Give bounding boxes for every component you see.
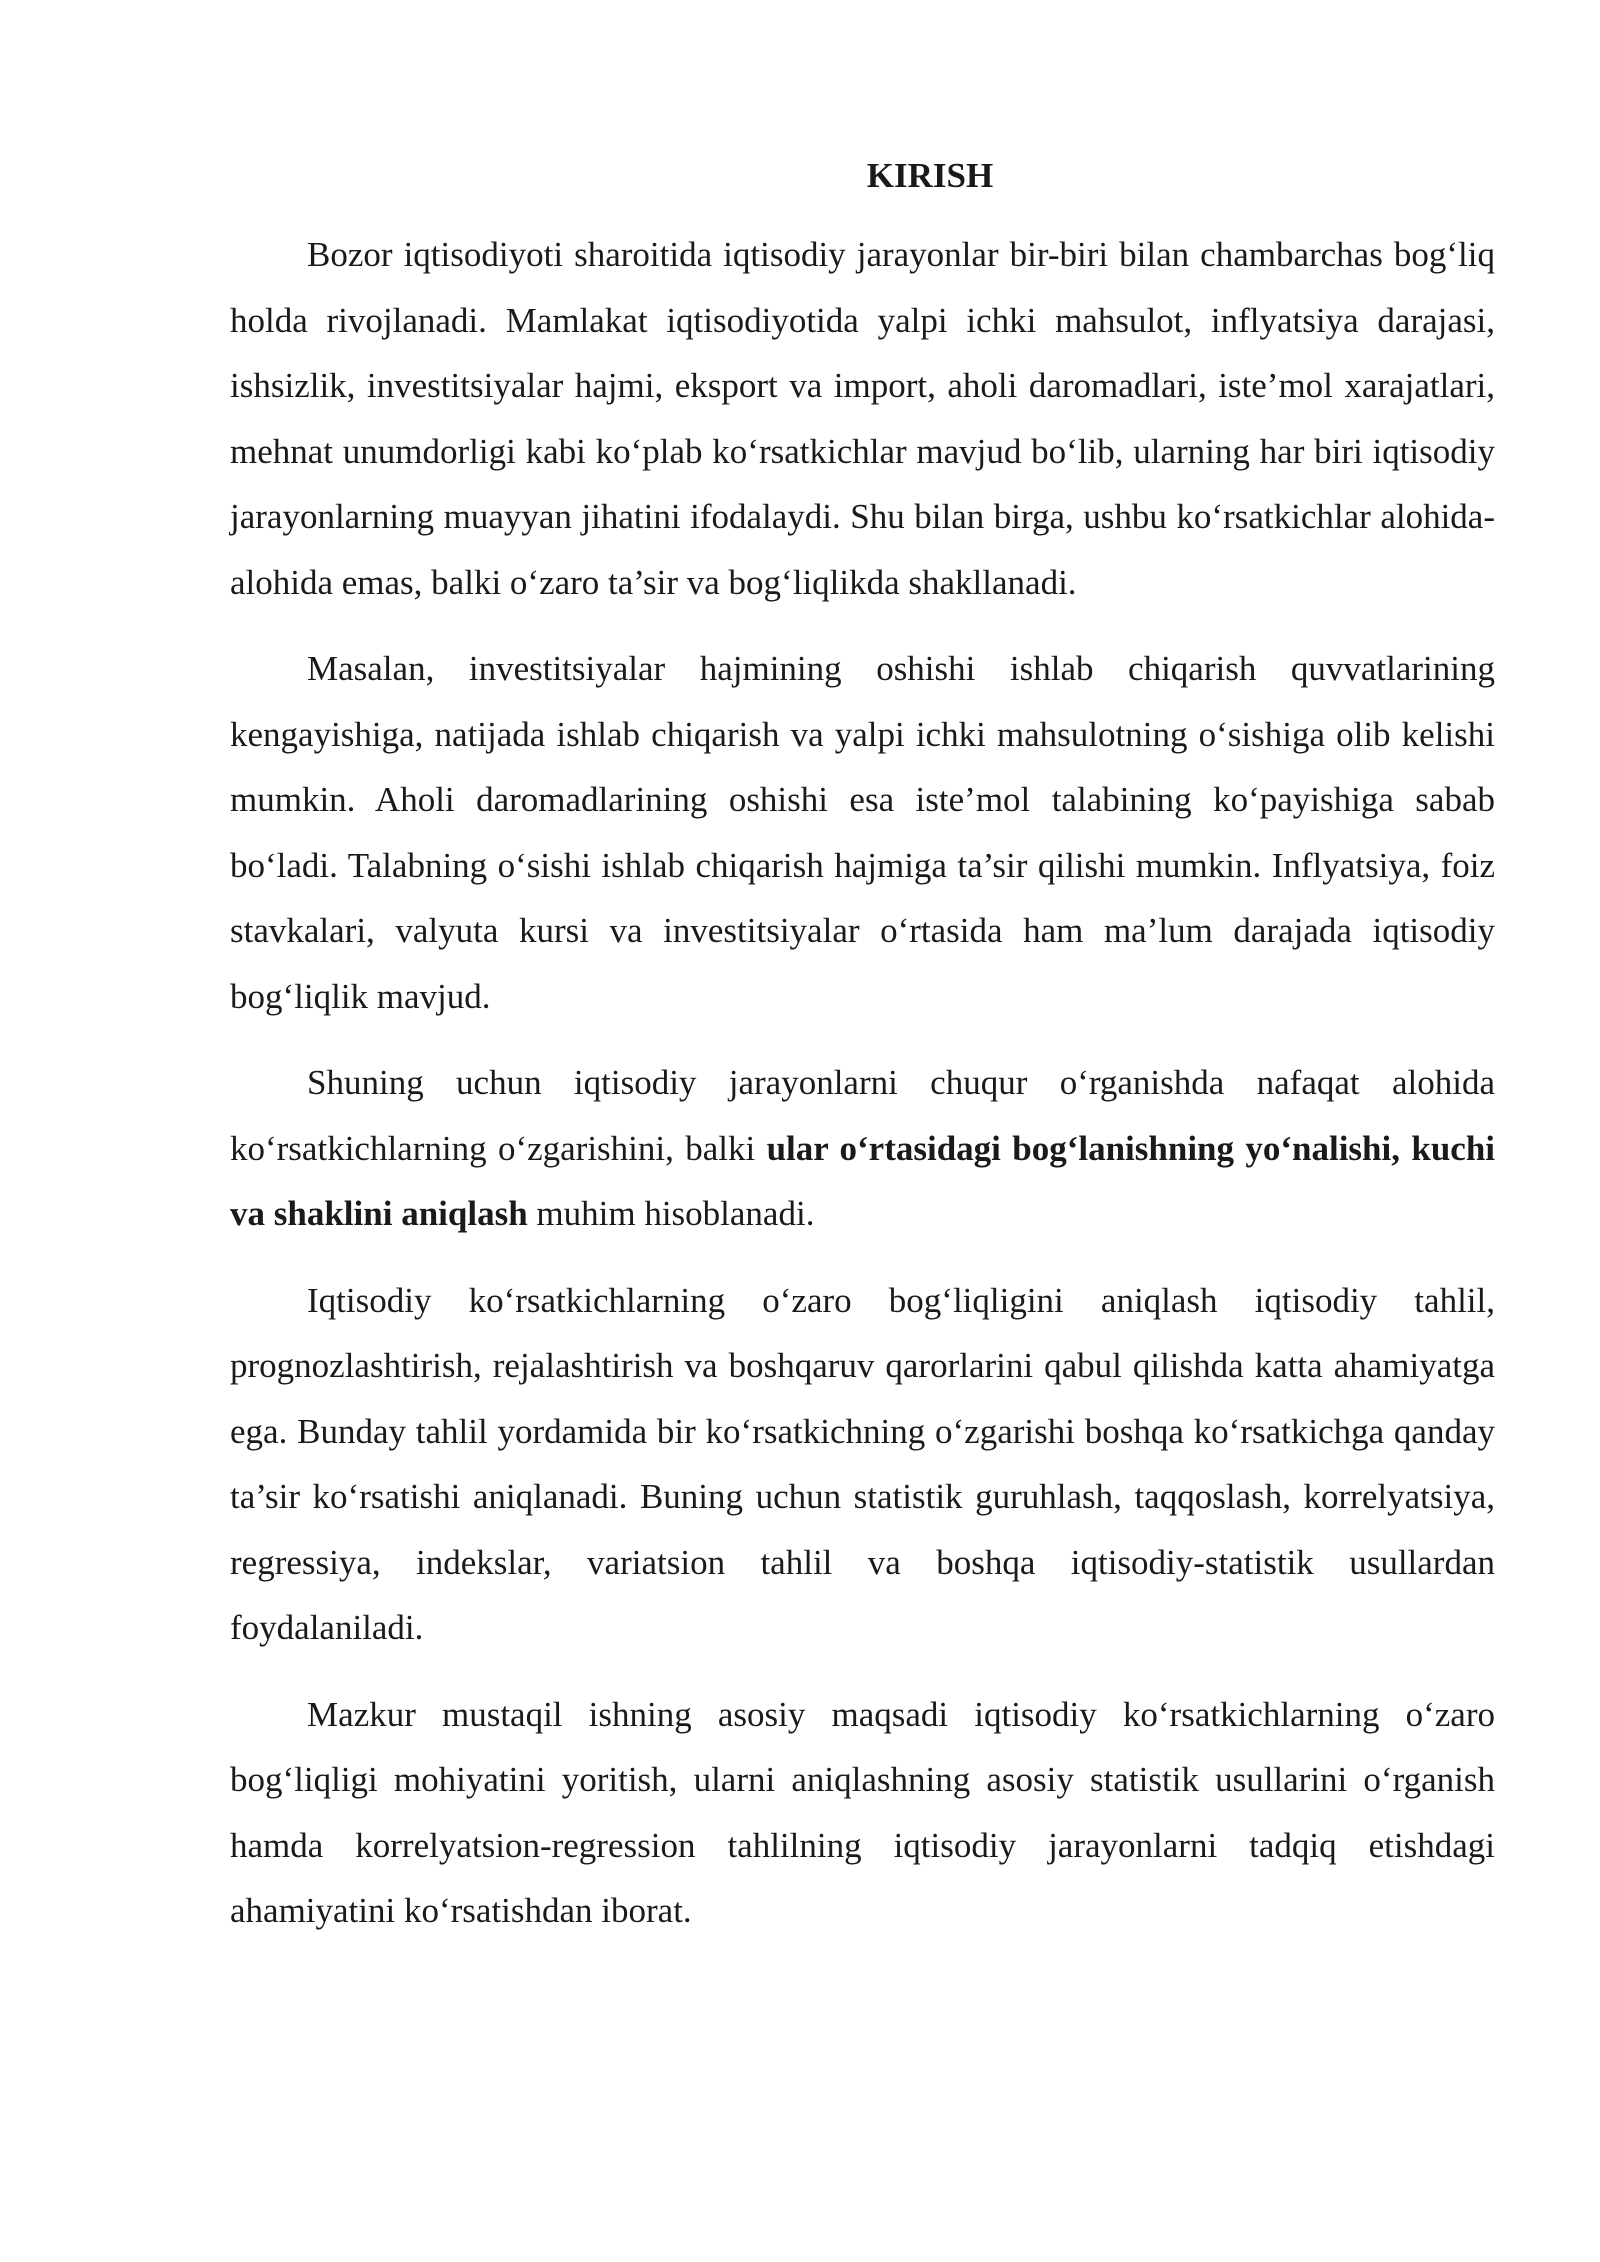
page-title: KIRISH [866, 156, 994, 195]
paragraph-2: Masalan, investitsiyalar hajmining oshishi ishlab chiqarish quvvatlarining kengayishiga, natijada ishlab chiqarish va yalpi ichki mahsulotning o‘sishiga olib kelishi mumkin. Aholi daromadlarining oshishi esa iste’mol talabining ko‘payishiga sabab bo‘ladi. Talabning o‘sishi ishlab chiqarish hajmiga ta’sir qilishi mumkin. Inflyatsiya, foiz stavkalari, valyuta kursi va investitsiyalar o‘rtasida ham ma’lum darajada iqtisodiy bog‘liqlik mavjud. [230, 649, 1495, 1016]
paragraph-3-text-after: muhim hisoblanadi. [527, 1194, 815, 1233]
paragraph-5: Mazkur mustaqil ishning asosiy maqsadi iqtisodiy ko‘rsatkichlarning o‘zaro bog‘liqligi mohiyatini yoritish, ularni aniqlashning asosiy statistik usullarini o‘rganish hamda korrelyatsion-regression tahlilning iqtisodiy jarayonlarni tadqiq etishdagi ahamiyatini ko‘rsatishdan iborat. [230, 1694, 1495, 1930]
paragraph-4: Iqtisodiy ko‘rsatkichlarning o‘zaro bog‘liqligini aniqlash iqtisodiy tahlil, prognozlashtirish, rejalashtirish va boshqaruv qarorlarini qabul qilishda katta ahamiyatga ega. Bunday tahlil yordamida bir ko‘rsatkichning o‘zgarishi boshqa ko‘rsatkichga qanday ta’sir ko‘rsatishi aniqlanadi. Buning uchun statistik guruhlash, taqqoslash, korrelyatsiya, regressiya, indekslar, variatsion tahlil va boshqa iqtisodiy-statistik usullardan foydalaniladi. [230, 1280, 1495, 1647]
paragraph-3-text-before: Shuning uchun iqtisodiy jarayonlarni chuqur o‘rganishda nafaqat alohida ko‘rsatkichlarning o‘zgarishini, balki [230, 1063, 1495, 1168]
paragraph-1: Bozor iqtisodiyoti sharoitida iqtisodiy jarayonlar bir-biri bilan chambarchas bog‘liq holda rivojlanadi. Mamlakat iqtisodiyotida yalpi ichki mahsulot, inflyatsiya darajasi, ishsizlik, investitsiyalar hajmi, eksport va import, aholi daromadlari, iste’mol xarajatlari, mehnat unumdorligi kabi ko‘plab ko‘rsatkichlar mavjud bo‘lib, ularning har biri iqtisodiy jarayonlarning muayyan jihatini ifodalaydi. Shu bilan birga, ushbu ko‘rsatkichlar alohida-alohida emas, balki o‘zaro ta’sir va bog‘liqlikda shakllanadi. [230, 235, 1495, 602]
document-body [230, 148, 1495, 1965]
paragraph-3-bold-phrase: ular o‘rtasidagi bog‘lanishning yo‘nalishi, kuchi va shaklini aniqlash [230, 1128, 1496, 1233]
paragraph-3 [230, 1050, 1495, 1247]
